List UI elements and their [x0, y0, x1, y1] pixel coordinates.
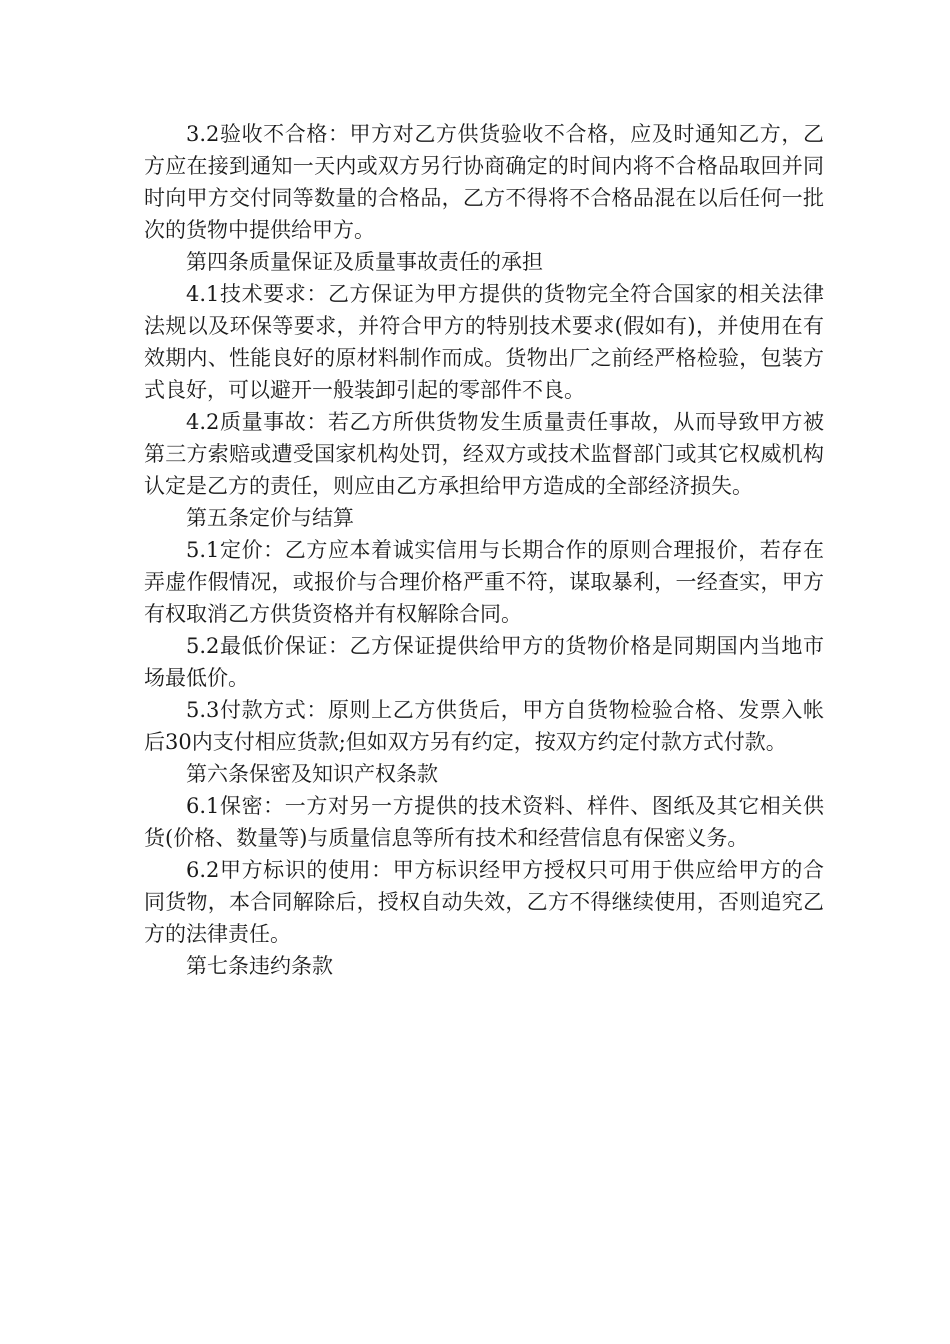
- clause-5-3: 5.3付款方式：原则上乙方供货后，甲方自货物检验合格、发票入帐后30内支付相应货款;但如双方另有约定，按双方约定付款方式付款。: [144, 698, 824, 754]
- clause-6-1: 6.1保密：一方对另一方提供的技术资料、样件、图纸及其它相关供货(价格、数量等)与质量信息等所有技术和经营信息有保密义务。: [144, 794, 824, 850]
- article-4-heading: 第四条质量保证及质量事故责任的承担: [186, 250, 543, 274]
- article-6-heading: 第六条保密及知识产权条款: [186, 762, 438, 786]
- clause-4-1: 4.1技术要求：乙方保证为甲方提供的货物完全符合国家的相关法律法规以及环保等要求，并符合甲方的特别技术要求(假如有)，并使用在有效期内、性能良好的原材料制作而成。货物出厂之前经严格检验，包装方式良好，可以避开一般装卸引起的零部件不良。: [144, 282, 824, 402]
- article-5-heading: 第五条定价与结算: [186, 506, 354, 530]
- clause-3-2: 3.2验收不合格：甲方对乙方供货验收不合格，应及时通知乙方，乙方应在接到通知一天内或双方另行协商确定的时间内将不合格品取回并同时向甲方交付同等数量的合格品，乙方不得将不合格品混在以后任何一批次的货物中提供给甲方。: [144, 122, 824, 242]
- document-page: [144, 118, 824, 982]
- clause-6-2: 6.2甲方标识的使用：甲方标识经甲方授权只可用于供应给甲方的合同货物，本合同解除后，授权自动失效，乙方不得继续使用，否则追究乙方的法律责任。: [144, 858, 824, 946]
- article-7-heading: 第七条违约条款: [186, 954, 333, 978]
- clause-4-2: 4.2质量事故：若乙方所供货物发生质量责任事故，从而导致甲方被第三方索赔或遭受国家机构处罚，经双方或技术监督部门或其它权威机构认定是乙方的责任，则应由乙方承担给甲方造成的全部经济损失。: [144, 410, 824, 498]
- clause-5-1: 5.1定价：乙方应本着诚实信用与长期合作的原则合理报价，若存在弄虚作假情况，或报价与合理价格严重不符，谋取暴利，一经查实，甲方有权取消乙方供货资格并有权解除合同。: [144, 538, 824, 626]
- clause-5-2: 5.2最低价保证：乙方保证提供给甲方的货物价格是同期国内当地市场最低价。: [144, 634, 824, 690]
